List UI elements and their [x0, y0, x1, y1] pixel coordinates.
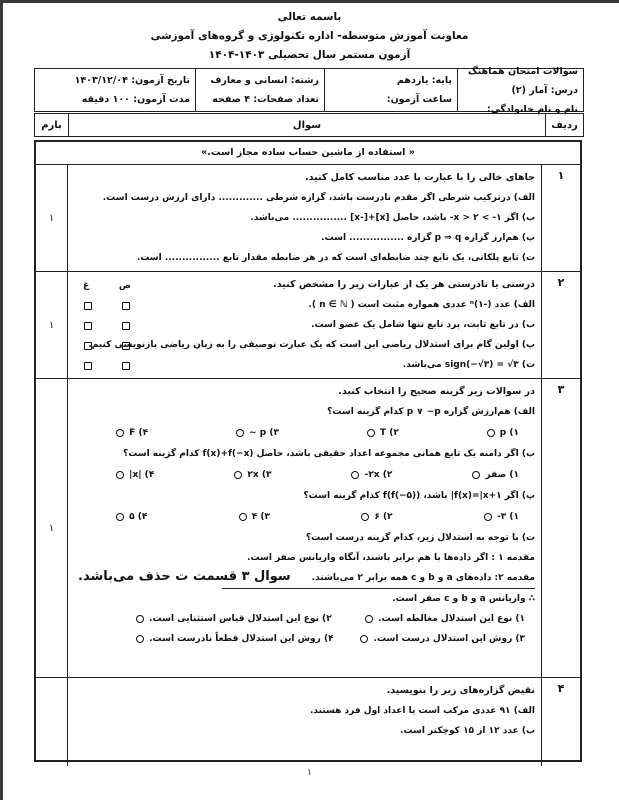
- header-score: بارم: [41, 119, 62, 131]
- student-name-label: نام و نام خانوادگی:: [486, 103, 578, 115]
- question-score: ۱: [48, 212, 55, 224]
- options-group: [74, 629, 535, 649]
- question-row-4: [36, 678, 580, 766]
- question-score: ۱: [48, 522, 55, 534]
- question-row-3: [36, 379, 580, 678]
- radio-button[interactable]: [116, 471, 124, 479]
- question-number: ۳: [541, 379, 580, 677]
- header-organization: معاونت آموزش متوسطه- اداره تکنولوژی و گروه‌های آموزشی: [150, 30, 469, 42]
- question-part: پ) اگر f(x)=|x+۱| باشد، f(f(−۵)) کدام گزینه است؟: [303, 491, 535, 501]
- question-item: پ) هم‌ارز گزاره p ⇒ q گزاره ................ است.: [321, 233, 535, 243]
- question-title: درستی یا نادرستی هر یک از عبارات زیر را مشخص کنید.: [273, 279, 535, 290]
- info-cell-grade: [324, 69, 458, 111]
- calculator-note: « استفاده از ماشین حساب ساده مجاز است.»: [36, 142, 580, 165]
- true-false-columns: [78, 276, 136, 376]
- page-number: ۱: [307, 768, 312, 778]
- option[interactable]: ۴) ۵: [114, 506, 147, 528]
- info-cell-date: [35, 69, 195, 111]
- radio-button[interactable]: [239, 513, 247, 521]
- question-body: [67, 165, 541, 271]
- window-top-border: [0, 0, 619, 3]
- question-item: ت) تابع پلکانی، یک تابع چند ضابطه‌ای است که در هر ضابطه مقدار تابع ................ است.: [136, 253, 535, 263]
- question-item: الف) ۹۱ عددی مرکب است یا اعداد اول فرد هستند.: [310, 706, 535, 716]
- radio-button[interactable]: [472, 471, 480, 479]
- grade-label: پایه: یازدهم: [396, 75, 452, 86]
- exam-info-table: [34, 65, 584, 115]
- radio-button[interactable]: [484, 513, 492, 521]
- true-checkbox[interactable]: [122, 322, 130, 330]
- question-score: [36, 678, 67, 766]
- radio-button[interactable]: [487, 429, 495, 437]
- options-group: [74, 506, 535, 528]
- radio-button[interactable]: [360, 635, 368, 643]
- option[interactable]: ۳) p ~: [234, 422, 279, 444]
- header-exam-title: آزمون مستمر سال تحصیلی ۱۴۰۳-۱۴۰۴: [208, 49, 411, 61]
- option[interactable]: ۳) ۴: [237, 506, 270, 528]
- deleted-part-note: سوال ۳ قسمت ت حذف می‌باشد.: [78, 569, 291, 584]
- question-item: ب) در تابع ثابت، برد تابع تنها شامل یک عضو است.: [311, 320, 535, 330]
- option[interactable]: ۴) F: [114, 422, 148, 444]
- exam-date-label: تاریخ آزمون: ۱۴۰۳/۱۲/۰۴: [74, 75, 190, 86]
- radio-button[interactable]: [361, 513, 369, 521]
- question-title: جاهای خالی را با عبارت یا عدد مناسب کامل کنید.: [305, 172, 535, 183]
- radio-button[interactable]: [116, 513, 124, 521]
- premise-1: مقدمه ۱ : اگر داده‌ها با هم برابر باشند، آنگاه واریانس صفر است.: [247, 553, 535, 563]
- false-checkbox[interactable]: [84, 362, 92, 370]
- course-label: سوالات امتحان هماهنگ درس: آمار (۲): [467, 65, 578, 96]
- true-column-label: ص: [118, 281, 131, 291]
- option[interactable]: ۲) ۲x-: [349, 464, 392, 486]
- header-bismillah: باسمه تعالی: [277, 11, 342, 23]
- question-item: ب) اگر ۱- > x > ۲- باشد، حاصل [x]+[-x] ................ می‌باشد.: [250, 213, 535, 223]
- exam-time-label: ساعت آزمون:: [386, 94, 452, 105]
- radio-button[interactable]: [116, 429, 124, 437]
- option[interactable]: ۲) T: [365, 422, 399, 444]
- options-group: [74, 464, 535, 486]
- question-item: ب) عدد ۱۲ از ۱۵ کوچکتر است.: [400, 726, 535, 736]
- info-cell-course: [458, 65, 583, 115]
- question-body: [67, 379, 541, 677]
- question-part: ت) با توجه به استدلال زیر، کدام گزینه درست است؟: [305, 533, 535, 543]
- option[interactable]: ۱) صفر: [470, 464, 519, 486]
- question-title: در سوالات زیر گزینه صحیح را انتخاب کنید.: [338, 386, 535, 397]
- true-checkbox[interactable]: [122, 302, 130, 310]
- question-number: ۴: [541, 678, 580, 766]
- radio-button[interactable]: [367, 429, 375, 437]
- false-checkbox[interactable]: [84, 342, 92, 350]
- questions-table-header: [34, 113, 584, 137]
- window-left-border: [0, 0, 3, 800]
- radio-button[interactable]: [365, 615, 373, 623]
- option[interactable]: ۳) ۲x: [232, 464, 271, 486]
- question-row-2: [36, 272, 580, 379]
- header-row-number: ردیف: [545, 114, 583, 136]
- question-number: ۱: [541, 165, 580, 271]
- exam-duration-label: مدت آزمون: ۱۰۰ دقیقه: [81, 94, 190, 105]
- question-body: [67, 678, 541, 766]
- question-score: ۱: [48, 319, 55, 331]
- option[interactable]: ۲) ۶: [359, 506, 392, 528]
- false-checkbox[interactable]: [84, 302, 92, 310]
- options-group: [74, 609, 535, 629]
- question-item: پ) اولین گام برای استدلال ریاضی این است که یک عبارت توصیفی را به زبان ریاضی بازنویسی کنیم.: [88, 340, 535, 350]
- option[interactable]: ۱) نوع این استدلال مغالطه است.: [363, 609, 525, 629]
- option[interactable]: ۱) ۳-: [482, 506, 519, 528]
- document-header: [0, 8, 619, 65]
- conclusion: ∴ واریانس a و b و c صفر است.: [392, 594, 535, 604]
- option[interactable]: ۴) |x|: [114, 464, 154, 486]
- true-checkbox[interactable]: [122, 342, 130, 350]
- radio-button[interactable]: [136, 615, 144, 623]
- question-item: ت) sign(−√۳) = √۳ می‌باشد.: [402, 360, 535, 370]
- option[interactable]: ۱) p: [485, 422, 519, 444]
- premise-2: مقدمه ۲: داده‌های a و b و c همه برابر ۲ می‌باشند.: [222, 568, 535, 589]
- radio-button[interactable]: [236, 429, 244, 437]
- option[interactable]: ۳) روش این استدلال درست است.: [358, 629, 525, 649]
- false-checkbox[interactable]: [84, 322, 92, 330]
- radio-button[interactable]: [234, 471, 242, 479]
- option[interactable]: ۴) روش این استدلال قطعاً نادرست است.: [134, 629, 334, 649]
- question-title: نقیض گزاره‌های زیر را بنویسید.: [386, 685, 535, 696]
- radio-button[interactable]: [136, 635, 144, 643]
- question-row-1: [36, 165, 580, 272]
- questions-table: [34, 140, 582, 762]
- false-column-label: غ: [83, 281, 90, 291]
- option[interactable]: ۲) نوع این استدلال قیاس استثنایی است.: [134, 609, 332, 629]
- question-part: الف) هم‌ارزش گزاره p ∨ ~p کدام گزینه است؟: [327, 407, 535, 417]
- radio-button[interactable]: [351, 471, 359, 479]
- question-item: الف) عدد ⁿ(۱-) عددی همواره مثبت است ( n ∈ ℕ ).: [308, 300, 535, 310]
- pages-label: تعداد صفحات: ۴ صفحه: [212, 94, 319, 105]
- field-label: رشته: انسانی و معارف: [210, 75, 319, 86]
- question-body: [67, 272, 541, 378]
- options-group: [74, 422, 535, 444]
- true-checkbox[interactable]: [122, 362, 130, 370]
- header-question: سوال: [68, 114, 545, 136]
- question-item: الف) درترکیب شرطی اگر مقدم نادرست باشد، گزاره شرطی ............. دارای ارزش درست است.: [102, 193, 535, 203]
- question-part: ب) اگر دامنه یک تابع همانی مجموعه اعداد حقیقی باشد، حاصل f(x)+f(−x) کدام گزینه است؟: [122, 449, 535, 459]
- info-cell-field: [195, 69, 324, 111]
- question-number: ۲: [541, 272, 580, 378]
